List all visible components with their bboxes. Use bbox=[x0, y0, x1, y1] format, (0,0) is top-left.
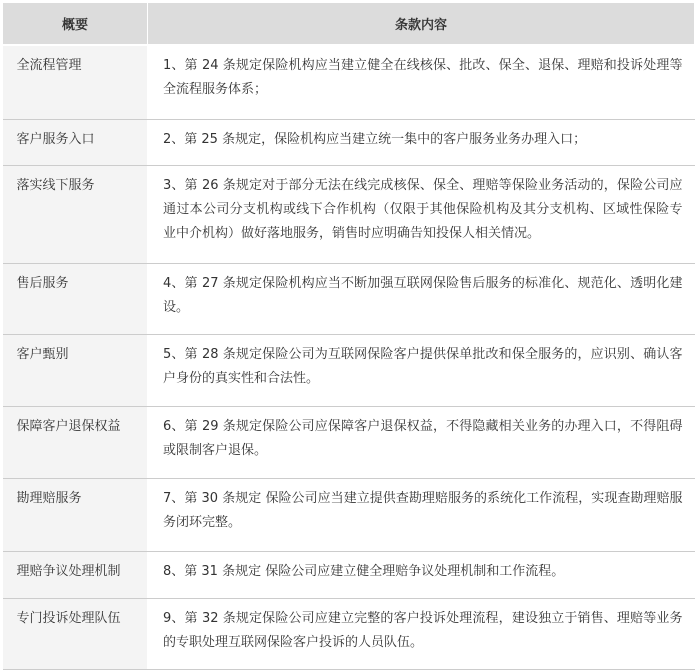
row-clause: 5、第 28 条规定保险公司为互联网保险客户提供保单批改和保全服务的，应识别、确认客户身份的真实性和合法性。 bbox=[148, 334, 695, 406]
regulation-table bbox=[2, 2, 695, 670]
table-row bbox=[3, 165, 695, 263]
row-summary: 客户甄别 bbox=[3, 334, 148, 406]
row-summary: 专门投诉处理队伍 bbox=[3, 598, 148, 669]
row-summary: 售后服务 bbox=[3, 263, 148, 334]
table-row bbox=[3, 263, 695, 334]
table-row bbox=[3, 598, 695, 669]
table-row bbox=[3, 334, 695, 406]
table-row bbox=[3, 406, 695, 478]
table-row bbox=[3, 551, 695, 598]
row-summary: 全流程管理 bbox=[3, 45, 148, 119]
row-clause: 8、第 31 条规定 保险公司应建立健全理赔争议处理机制和工作流程。 bbox=[148, 551, 695, 598]
row-clause: 6、第 29 条规定保险公司应保障客户退保权益，不得隐藏相关业务的办理入口，不得阻碍或限制客户退保。 bbox=[148, 406, 695, 478]
header-summary: 概要 bbox=[3, 3, 148, 46]
table-header-row bbox=[3, 3, 695, 46]
table-row bbox=[3, 45, 695, 119]
row-clause: 2、第 25 条规定，保险机构应当建立统一集中的客户服务业务办理入口； bbox=[148, 119, 695, 165]
row-summary: 保障客户退保权益 bbox=[3, 406, 148, 478]
row-summary: 勘理赔服务 bbox=[3, 478, 148, 551]
table-row bbox=[3, 119, 695, 165]
row-clause: 9、第 32 条规定保险公司应建立完整的客户投诉处理流程，建设独立于销售、理赔等业务的专职处理互联网保险客户投诉的人员队伍。 bbox=[148, 598, 695, 669]
header-clause: 条款内容 bbox=[148, 3, 695, 46]
regulation-table-container bbox=[2, 2, 694, 669]
row-summary: 落实线下服务 bbox=[3, 165, 148, 263]
row-clause: 1、第 24 条规定保险机构应当建立健全在线核保、批改、保全、退保、理赔和投诉处理等全流程服务体系； bbox=[148, 45, 695, 119]
row-clause: 7、第 30 条规定 保险公司应当建立提供查勘理赔服务的系统化工作流程，实现查勘理赔服务闭环完整。 bbox=[148, 478, 695, 551]
row-summary: 客户服务入口 bbox=[3, 119, 148, 165]
row-summary: 理赔争议处理机制 bbox=[3, 551, 148, 598]
row-clause: 3、第 26 条规定对于部分无法在线完成核保、保全、理赔等保险业务活动的，保险公司应通过本公司分支机构或线下合作机构（仅限于其他保险机构及其分支机构、区域性保险专业中介机构）做好落地服务，销售时应明确告知投保人相关情况。 bbox=[148, 165, 695, 263]
table-row bbox=[3, 478, 695, 551]
row-clause: 4、第 27 条规定保险机构应当不断加强互联网保险售后服务的标准化、规范化、透明化建设。 bbox=[148, 263, 695, 334]
